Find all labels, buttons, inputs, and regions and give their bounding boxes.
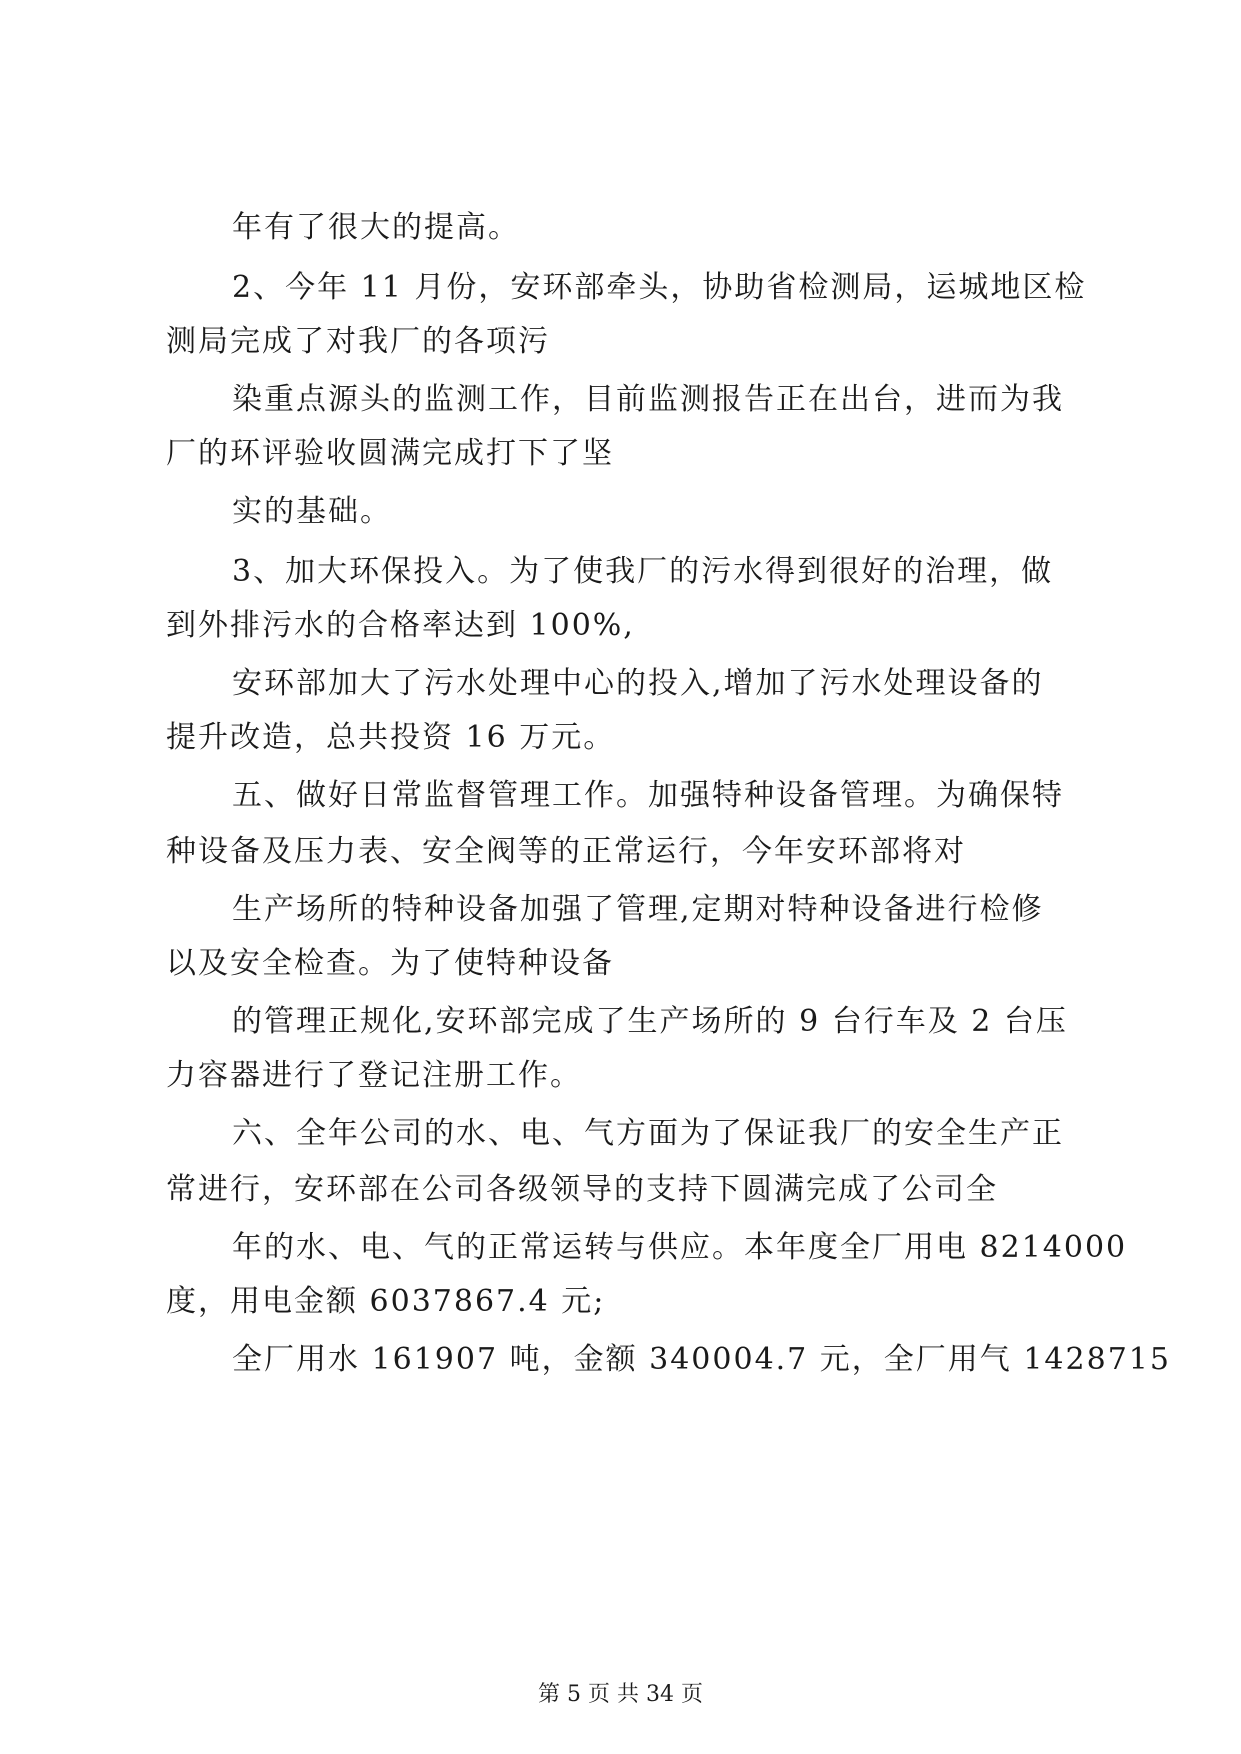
text-line: 五、做好日常监督管理工作。加强特种设备管理。为确保特 <box>232 778 1064 813</box>
text-line: 提升改造，总共投资 16 万元。 <box>166 720 616 755</box>
text-line: 的管理正规化,安环部完成了生产场所的 9 台行车及 2 台压 <box>232 1004 1068 1039</box>
text-line: 2、今年 11 月份，安环部牵头，协助省检测局，运城地区检 <box>232 270 1087 305</box>
text-line: 到外排污水的合格率达到 100%, <box>166 608 635 643</box>
text-line: 全厂用水 161907 吨，金额 340004.7 元，全厂用气 1428715 <box>232 1342 1171 1377</box>
text-line: 力容器进行了登记注册工作。 <box>166 1058 582 1093</box>
text-line: 种设备及压力表、安全阀等的正常运行，今年安环部将对 <box>166 834 966 869</box>
text-line: 3、加大环保投入。为了使我厂的污水得到很好的治理，做 <box>232 554 1054 589</box>
text-line: 安环部加大了污水处理中心的投入,增加了污水处理设备的 <box>232 666 1044 701</box>
text-line: 厂的环评验收圆满完成打下了坚 <box>166 436 614 471</box>
text-line: 染重点源头的监测工作，目前监测报告正在出台，进而为我 <box>232 382 1064 417</box>
text-line: 生产场所的特种设备加强了管理,定期对特种设备进行检修 <box>232 892 1044 927</box>
text-line: 常进行，安环部在公司各级领导的支持下圆满完成了公司全 <box>166 1172 998 1207</box>
text-line: 年的水、电、气的正常运转与供应。本年度全厂用电 8214000 <box>232 1230 1128 1265</box>
page-number-footer: 第 5 页 共 34 页 <box>538 1682 703 1707</box>
text-line: 六、全年公司的水、电、气方面为了保证我厂的安全生产正 <box>232 1116 1064 1151</box>
text-line: 测局完成了对我厂的各项污 <box>166 324 550 359</box>
text-line: 度，用电金额 6037867.4 元; <box>166 1284 606 1319</box>
text-line: 年有了很大的提高。 <box>232 210 520 245</box>
text-line: 实的基础。 <box>232 494 392 529</box>
text-line: 以及安全检查。为了使特种设备 <box>166 946 614 981</box>
